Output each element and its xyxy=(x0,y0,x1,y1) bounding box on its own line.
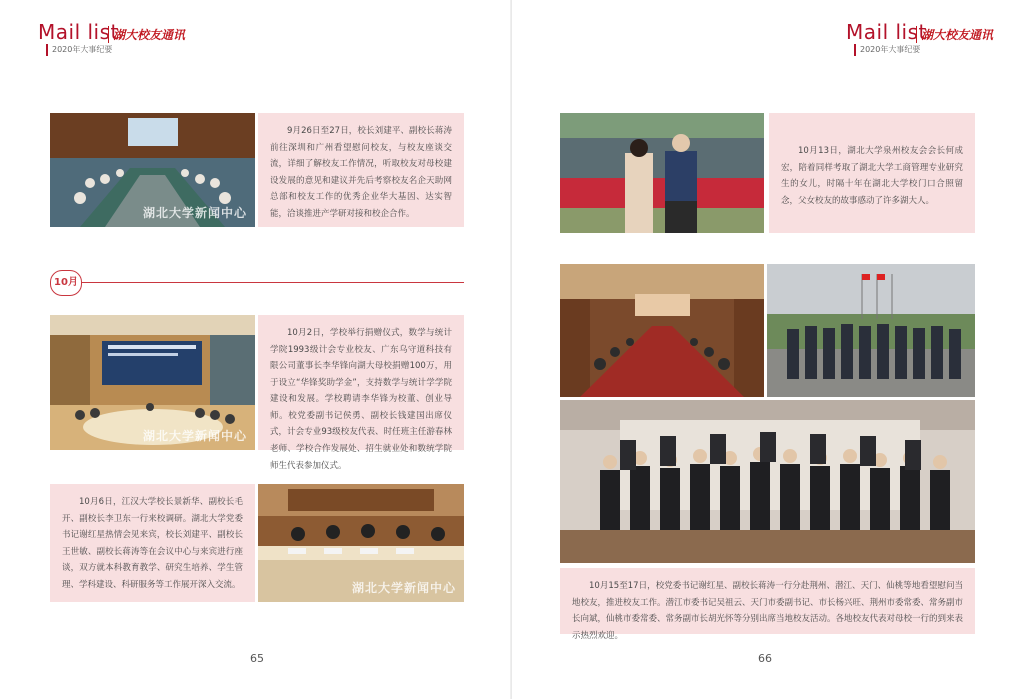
month-badge: 10月 xyxy=(50,270,82,296)
page-number: 66 xyxy=(758,652,772,665)
brand-subtitle: 2020年大事纪要 xyxy=(860,45,921,54)
brand-header xyxy=(846,20,994,55)
entry-text-1002: 10月2日，学校举行捐赠仪式，数学与统计学院1993级计会专业校友、广东乌守道科技有限公司董事长李华锋向湖大母校捐赠100万，用于设立“华锋奖助学金”，支持数学与统计学学院建设和发展。学校聘请李华锋为校董、创业导师。校党委副书记侯勇、副校长钱建国出席仪式，计会专业93级校友代表、时任班主任游春林老师、学校合作发展处、招生就业处和数统学院师生代表参加仪式。 xyxy=(258,315,464,450)
photo-watermark: 湖北大学新闻中心 xyxy=(142,206,247,220)
entry-text-1013: 10月13日，湖北大学泉州校友会会长何成宏，陪着同样考取了湖北大学工商管理专业研究生的女儿，时隔十年在湖北大学校门口合照留念，父女校友的故事感动了许多湖大人。 xyxy=(769,113,975,233)
entry-text-1015: 10月15至17日，校党委书记谢红星、副校长蒋涛一行分赴荆州、潜江、天门、仙桃等地看望慰问当地校友，推进校友工作。潜江市委书记吴祖云、天门市委副书记、市长杨兴旺、荆州市委常委、常务副市长向斌，仙桃市委常委、常务副市长胡光怀等分别出席当地校友活动。各地校友代表对母校一行的到来表示热烈欢迎。 xyxy=(560,568,975,634)
photo-watermark: 湖北大学新闻中心 xyxy=(142,429,247,443)
entry-text-0926: 9月26日至27日，校长刘建平、副校长蒋涛前往深圳和广州看望慰问校友，与校友座谈交流，详细了解校友工作情况，听取校友对母校建设发展的意见和建议并先后考察校友名企天助网总部和校友工作的优秀企业华大基因、达实智能，洽谈推进产学研对接和校企合作。 xyxy=(258,113,464,227)
brand-subtitle: 2020年大事纪要 xyxy=(52,45,113,54)
right-page xyxy=(512,0,1024,699)
outdoor-group-photo xyxy=(767,264,975,397)
brand-script: 湖大校友通讯 xyxy=(916,26,993,43)
page-number: 65 xyxy=(250,652,264,665)
brand-title: Mail list xyxy=(38,20,119,44)
xiantao-group-photo xyxy=(560,400,975,563)
brand-title: Mail list xyxy=(846,20,927,44)
brand-header xyxy=(38,20,186,55)
meeting-photo-shenzhen xyxy=(50,113,255,227)
jianghan-visit-photo xyxy=(258,484,464,602)
month-divider xyxy=(60,282,464,283)
donation-ceremony-photo xyxy=(50,315,255,450)
photo-watermark: 湖北大学新闻中心 xyxy=(351,581,456,595)
entry-text-1006: 10月6日，江汉大学校长景新华、副校长毛开、副校长李卫东一行来校调研。湖北大学党委书记谢红星热情会见来宾，校长刘建平、副校长王世敏、副校长蒋涛等在会议中心与来宾进行座谈，双方就本科教育教学、研究生培养、学生管理、学科建设、科研服务等工作展开深入交流。 xyxy=(50,484,255,602)
brand-script: 湖大校友通讯 xyxy=(108,26,185,43)
father-daughter-photo xyxy=(560,113,764,233)
jingzhou-meeting-photo xyxy=(560,264,764,397)
